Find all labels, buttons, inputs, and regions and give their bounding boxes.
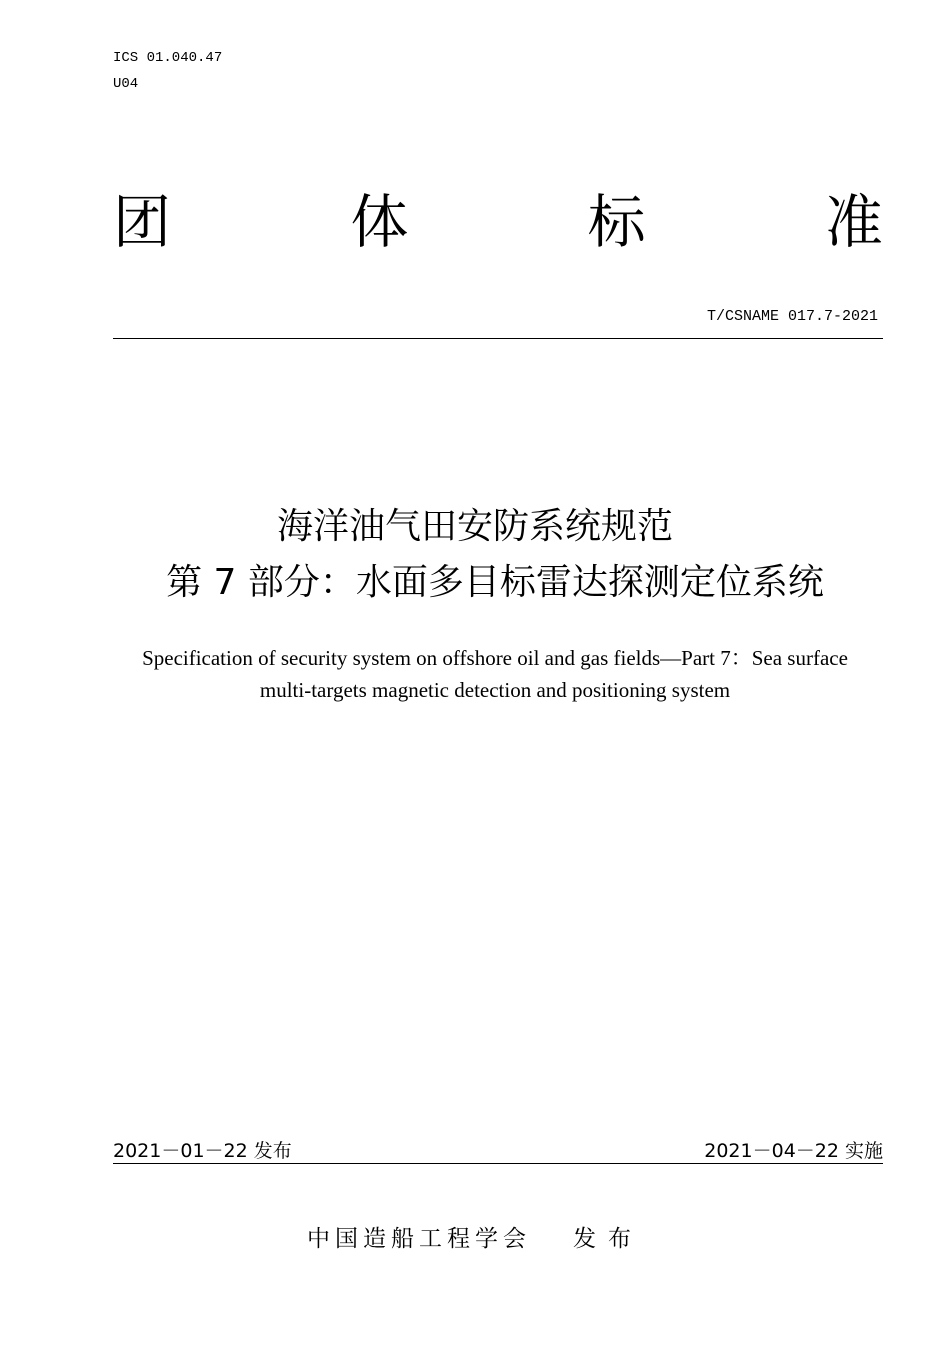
document-type-char: 团	[113, 188, 172, 256]
document-type-char: 体	[350, 188, 409, 256]
english-title-line-1: Specification of security system on offshore oil and gas fields—Part 7：Sea surface	[142, 646, 848, 670]
ccs-code: U04	[113, 76, 139, 92]
chinese-title-line-2: 第 7 部分：水面多目标雷达探测定位系统	[166, 562, 824, 603]
footer-divider	[113, 1163, 883, 1164]
english-title	[95, 642, 895, 706]
publisher-line	[0, 1222, 950, 1256]
publish-label: 发布	[573, 1226, 643, 1252]
publisher-name: 中国造船工程学会	[307, 1226, 531, 1252]
implementation-date: 2021－04－22 实施	[704, 1140, 883, 1162]
publish-date: 2021－01－22 发布	[113, 1140, 292, 1162]
document-type-char: 标	[587, 188, 646, 256]
document-type-heading	[113, 188, 883, 256]
english-title-line-2: multi-targets magnetic detection and positioning system	[259, 678, 731, 702]
chinese-title-line-1: 海洋油气田安防系统规范	[276, 506, 673, 547]
header-divider	[113, 338, 883, 339]
ics-code: ICS 01.040.47	[113, 50, 223, 66]
standard-number: T/CSNAME 017.7-2021	[706, 308, 878, 325]
document-type-char: 准	[824, 188, 883, 256]
